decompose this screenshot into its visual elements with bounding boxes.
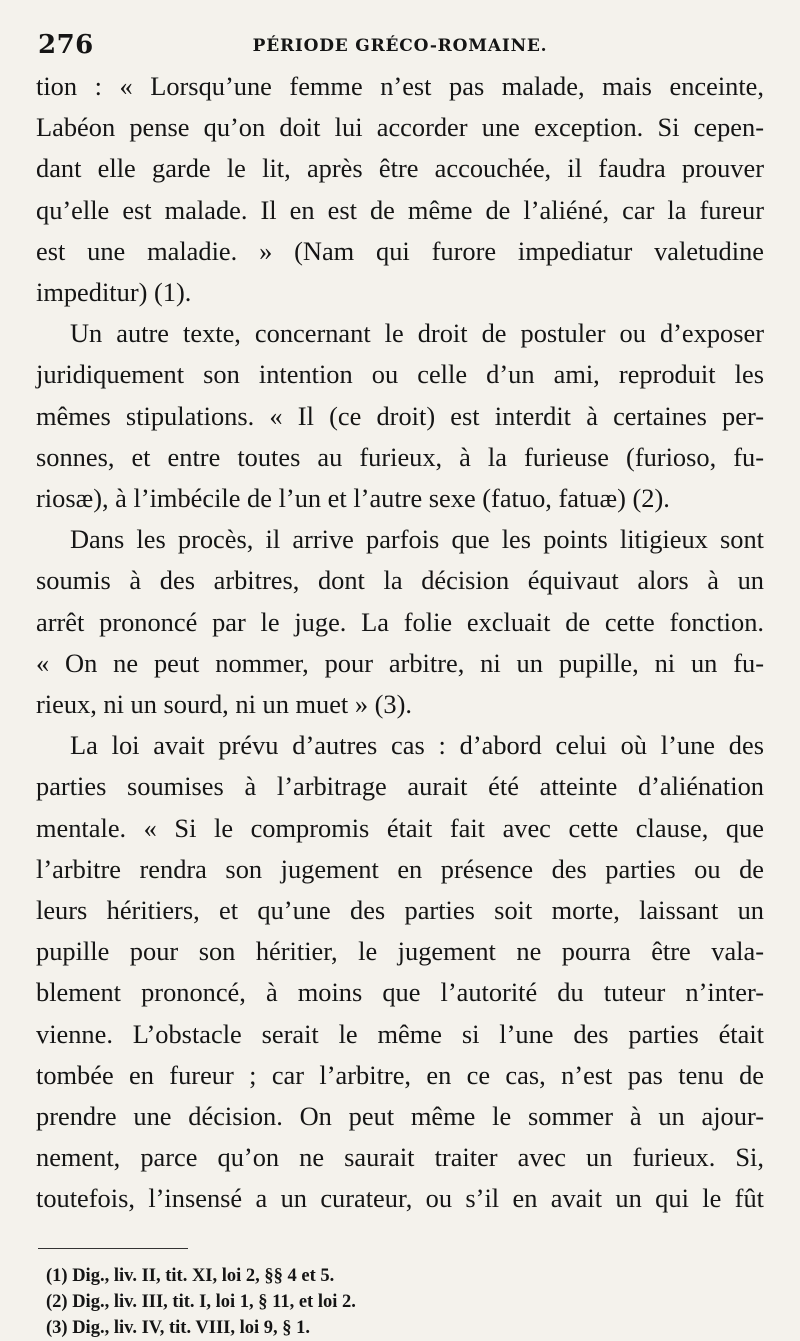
- text-line: l’arbitre rendra son jugement en présence des parties ou de: [36, 853, 764, 884]
- text-line: tombée en fureur ; car l’arbitre, en ce cas, n’est pas tenu de: [36, 1059, 764, 1090]
- text-line: nement, parce qu’on ne saurait traiter avec un furieux. Si,: [36, 1142, 764, 1173]
- text-line: rieux, ni un sourd, ni un muet » (3).: [36, 689, 413, 720]
- text-line: La loi avait prévu d’autres cas : d’abord celui où l’une des: [70, 730, 764, 761]
- text-line: mentale. « Si le compromis était fait avec cette clause, que: [36, 812, 764, 843]
- paragraph: [36, 66, 764, 313]
- text-line: vienne. L’obstacle serait le même si l’une des parties était: [36, 1018, 764, 1049]
- text-line: « On ne peut nommer, pour arbitre, ni un pupille, ni un fu-: [36, 647, 764, 678]
- text-line: parties soumises à l’arbitrage aurait été atteinte d’aliénation: [36, 771, 764, 802]
- footnote: (3) Dig., liv. IV, tit. VIII, loi 9, § 1.: [46, 1318, 310, 1339]
- paragraph: [36, 725, 764, 1219]
- running-head: PÉRIODE GRÉCO-ROMAINE.: [252, 36, 548, 56]
- text-line: toutefois, l’insensé a un curateur, ou s’il en avait un qui le fût: [36, 1183, 764, 1214]
- paragraph: [36, 313, 764, 519]
- text-line: riosæ), à l’imbécile de l’un et l’autre sexe (fatuo, fatuæ) (2).: [36, 483, 670, 514]
- text-line: qu’elle est malade. Il en est de même de l’aliéné, car la fureur: [36, 194, 764, 225]
- main-text: [36, 66, 764, 1220]
- text-line: pupille pour son héritier, le jugement ne pourra être vala-: [36, 936, 764, 967]
- text-line: juridiquement son intention ou celle d’un ami, reproduit les: [36, 359, 764, 390]
- text-line: Un autre texte, concernant le droit de postuler ou d’exposer: [70, 318, 764, 349]
- text-line: tion : « Lorsqu’une femme n’est pas malade, mais enceinte,: [36, 71, 764, 101]
- text-line: est une maladie. » (Nam qui furore impediatur valetudine: [36, 235, 764, 266]
- footnote: (2) Dig., liv. III, tit. I, loi 1, § 11, et loi 2.: [46, 1292, 356, 1313]
- page-number: 276: [38, 30, 94, 60]
- text-line: mêmes stipulations. « Il (ce droit) est interdit à certaines per-: [36, 400, 764, 431]
- text-line: prendre une décision. On peut même le sommer à un ajour-: [36, 1101, 764, 1132]
- text-line: impeditur) (1).: [36, 277, 192, 308]
- paragraph: [36, 519, 764, 725]
- text-line: arrêt prononcé par le juge. La folie excluait de cette fonction.: [36, 606, 764, 637]
- text-line: blement prononcé, à moins que l’autorité du tuteur n’inter-: [36, 977, 764, 1008]
- text-line: leurs héritiers, et qu’une des parties soit morte, laissant un: [36, 895, 764, 926]
- footnote: (1) Dig., liv. II, tit. XI, loi 2, §§ 4 et 5.: [46, 1266, 335, 1287]
- text-line: soumis à des arbitres, dont la décision équivaut alors à un: [36, 565, 764, 596]
- footnotes: [36, 1263, 764, 1341]
- text-line: dant elle garde le lit, après être accouchée, il faudra prouver: [36, 153, 764, 184]
- text-line: sonnes, et entre toutes au furieux, à la furieuse (furioso, fu-: [36, 441, 764, 472]
- page-header: [36, 28, 764, 66]
- text-line: Dans les procès, il arrive parfois que les points litigieux sont: [70, 524, 764, 555]
- footnote-divider: [38, 1248, 188, 1250]
- text-line: Labéon pense qu’on doit lui accorder une exception. Si cepen-: [36, 112, 764, 143]
